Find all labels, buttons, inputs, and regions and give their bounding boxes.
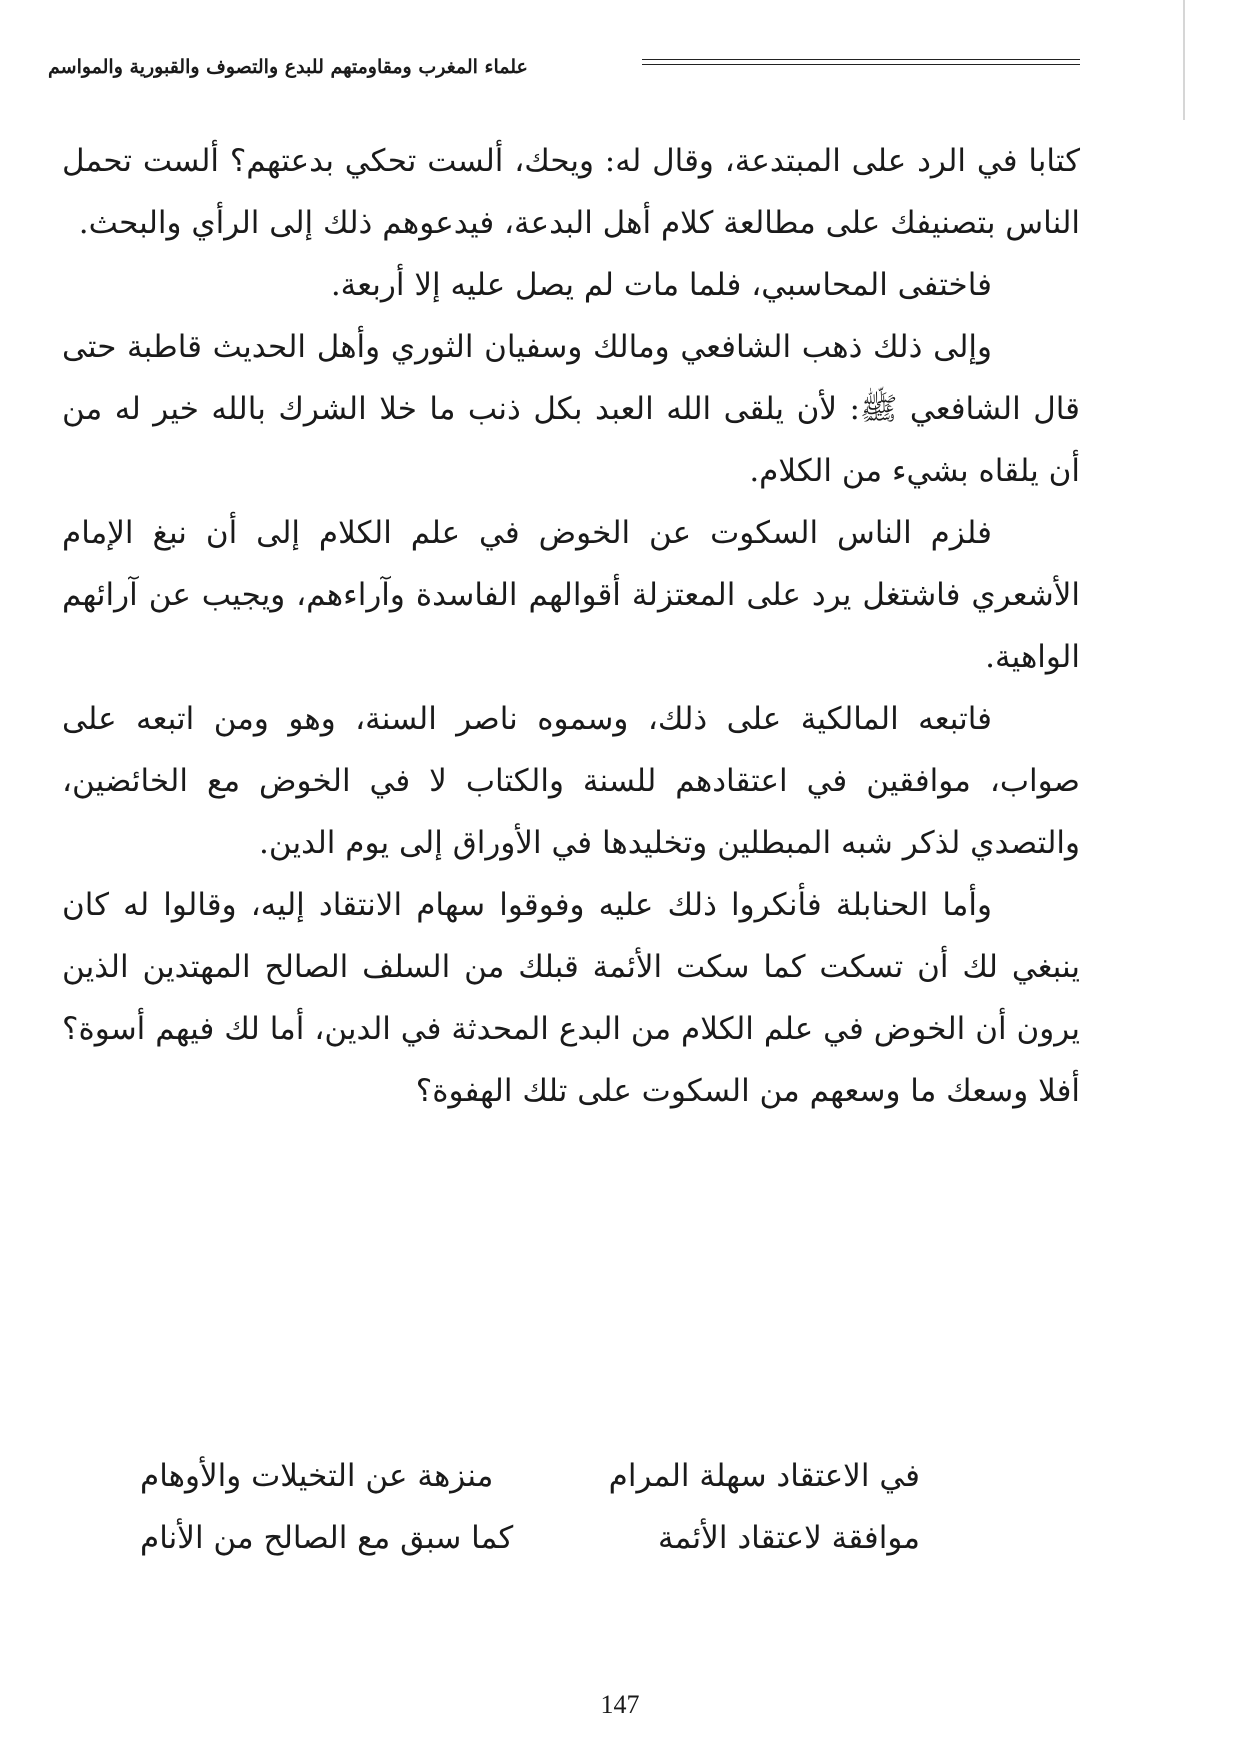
- verse-block: [140, 1445, 920, 1569]
- paragraph-3: وإلى ذلك ذهب الشافعي ومالك وسفيان الثوري وأهل الحديث قاطبة حتى قال الشافعي ﷺ: لأن يلقى الله العبد بكل ذنب ما خلا الشرك بالله خير له من أن يلقاه بشيء من الكلام.: [62, 329, 1080, 489]
- verse-first-hemistich: في الاعتقاد سهلة المرام: [608, 1458, 920, 1494]
- paragraph-1: كتابا في الرد على المبتدعة، وقال له: ويحك، ألست تحكي بدعتهم؟ ألست تحمل الناس بتصنيفك على مطالعة كلام أهل البدعة، فيدعوهم ذلك إلى الرأي والبحث.: [62, 143, 1080, 241]
- paragraph-5: فاتبعه المالكية على ذلك، وسموه ناصر السنة، وهو ومن اتبعه على صواب، موافقين في اعتقادهم للسنة والكتاب لا في الخوض مع الخائضين، والتصدي لذكر شبه المبطلين وتخليدها في الأوراق إلى يوم الدين.: [62, 701, 1080, 861]
- body-text: [62, 130, 1080, 1122]
- header-title: علماء المغرب ومقاومتهم للبدع والتصوف والقبورية والمواسم: [48, 56, 528, 78]
- header-rule: [642, 59, 1080, 60]
- header-rule-double: [642, 64, 1080, 65]
- running-header: [48, 46, 1080, 86]
- paragraph-4: فلزم الناس السكوت عن الخوض في علم الكلام إلى أن نبغ الإمام الأشعري فاشتغل يرد على المعتزلة أقوالهم الفاسدة وآراءهم، ويجيب عن آرائهم الواهية.: [62, 515, 1080, 675]
- paragraph-2: فاختفى المحاسبي، فلما مات لم يصل عليه إلا أربعة.: [330, 267, 992, 303]
- verse-second-hemistich: منزهة عن التخيلات والأوهام: [140, 1458, 494, 1494]
- verse-line-2: [140, 1507, 920, 1569]
- scan-mark: [1183, 0, 1185, 120]
- verse-second-hemistich: كما سبق مع الصالح من الأنام: [140, 1520, 514, 1556]
- page-number: 147: [600, 1690, 640, 1719]
- verse-line-1: [140, 1445, 920, 1507]
- paragraph-6: وأما الحنابلة فأنكروا ذلك عليه وفوقوا سهام الانتقاد إليه، وقالوا له كان ينبغي لك أن تسكت كما سكت الأئمة قبلك من السلف الصالح المهتدين الذين يرون أن الخوض في علم الكلام من البدع المحدثة في الدين، أما لك فيهم أسوة؟ أفلا وسعك ما وسعهم من السكوت على تلك الهفوة؟: [62, 887, 1080, 1109]
- verse-first-hemistich: موافقة لاعتقاد الأئمة: [658, 1520, 920, 1556]
